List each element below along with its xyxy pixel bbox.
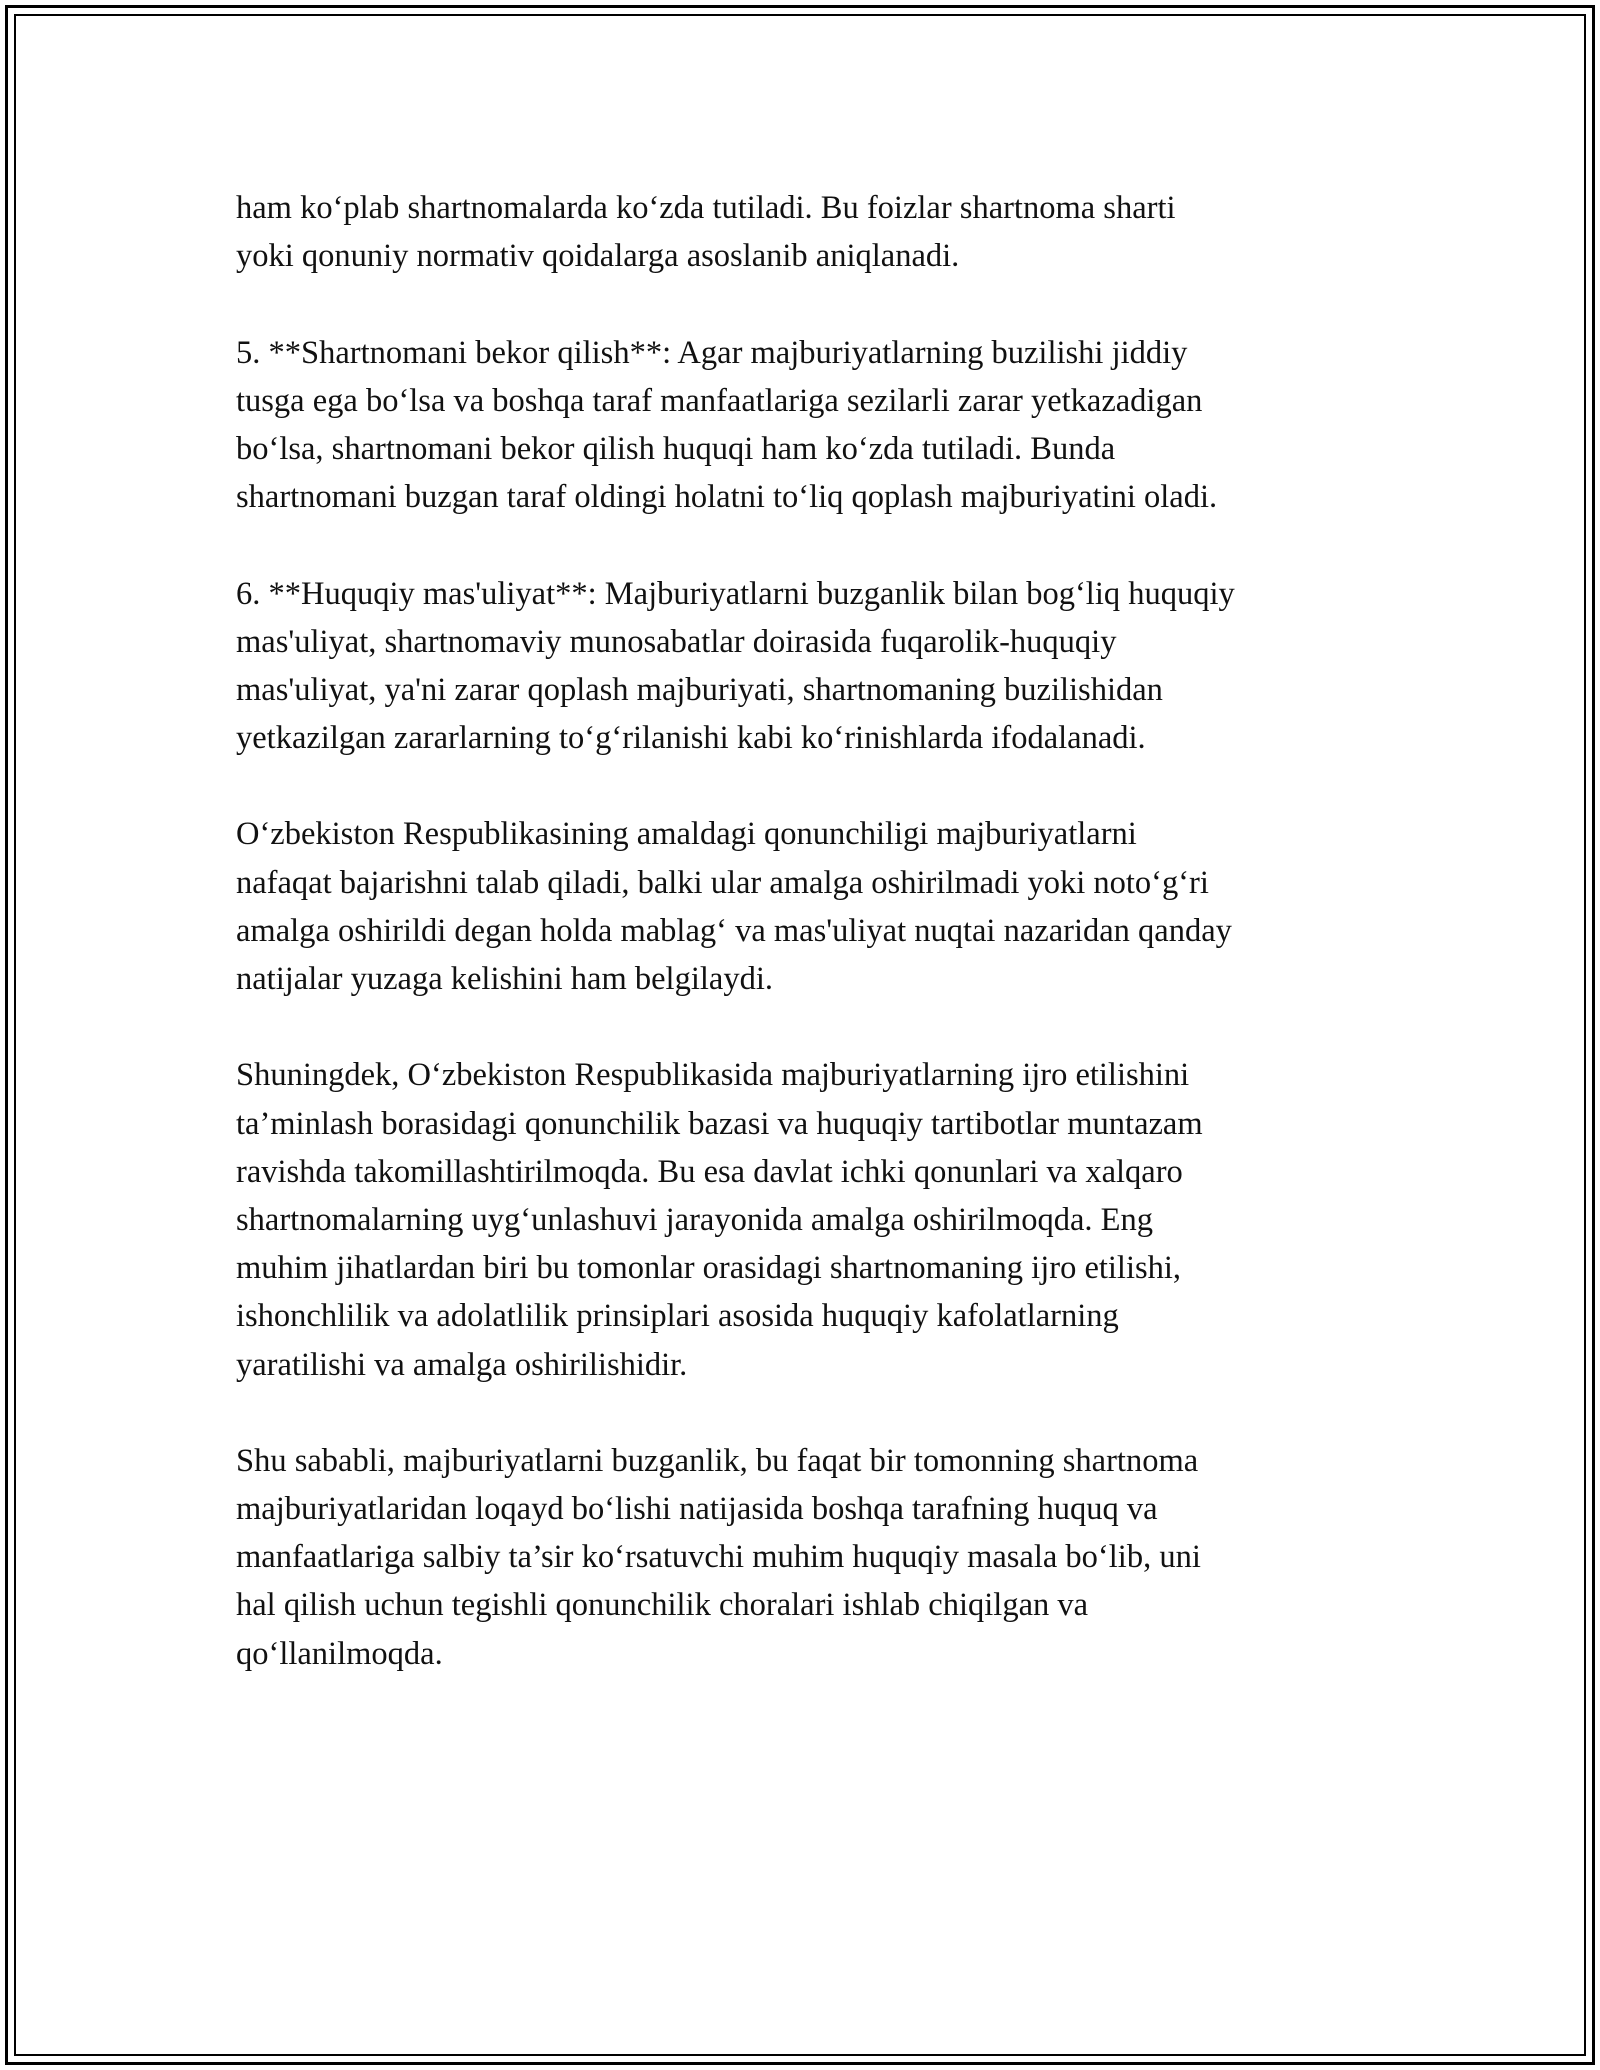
paragraph-spacer (236, 762, 1416, 810)
text-line: Shu sababli, majburiyatlarni buzganlik, bu faqat bir tomonning shartnoma (236, 1442, 1199, 1479)
paragraph-interest-continued (236, 184, 1416, 280)
paragraph-spacer (236, 280, 1416, 328)
text-line: muhim jihatlardan biri bu tomonlar orasidagi shartnomaning ijro etilishi, (236, 1250, 1182, 1287)
paragraph-item-6-liability (236, 570, 1416, 763)
text-line: yaratilishi va amalga oshirilishidir. (236, 1346, 688, 1383)
paragraph-spacer (236, 1003, 1416, 1051)
text-line: mas'uliyat, ya'ni zarar qoplash majburiyati, shartnomaning buzilishidan (236, 671, 1163, 708)
text-line: 6. **Huquqiy mas'uliyat**: Majburiyatlarni buzganlik bilan bog‘liq huquqiy (236, 575, 1235, 612)
text-line: mas'uliyat, shartnomaviy munosabatlar doirasida fuqarolik-huquqiy (236, 623, 1117, 660)
text-line: shartnomalarning uyg‘unlashuvi jarayonida amalga oshirilmoqda. Eng (236, 1201, 1153, 1238)
text-line: ham ko‘plab shartnomalarda ko‘zda tutiladi. Bu foizlar shartnoma sharti (236, 190, 1176, 226)
text-line: hal qilish uchun tegishli qonunchilik choralari ishlab chiqilgan va (236, 1587, 1089, 1624)
paragraph-spacer (236, 1389, 1416, 1437)
text-line: nafaqat bajarishni talab qiladi, balki ular amalga oshirilmadi yoki noto‘g‘ri (236, 864, 1209, 901)
document-body (236, 184, 1416, 1678)
text-line: O‘zbekiston Respublikasining amaldagi qonunchiligi majburiyatlarni (236, 816, 1137, 853)
text-line: Shuningdek, O‘zbekiston Respublikasida majburiyatlarning ijro etilishini (236, 1057, 1190, 1094)
text-line: ishonchlilik va adolatlilik prinsiplari asosida huquqiy kafolatlarning (236, 1298, 1119, 1335)
text-line: yetkazilgan zararlarning to‘g‘rilanishi kabi ko‘rinishlarda ifodalanadi. (236, 720, 1146, 757)
text-line: majburiyatlaridan loqayd bo‘lishi natijasida boshqa tarafning huquq va (236, 1491, 1158, 1528)
text-line: natijalar yuzaga kelishini ham belgilaydi. (236, 961, 773, 997)
paragraph-improvement (236, 1051, 1416, 1388)
text-line: yoki qonuniy normativ qoidalarga asoslanib aniqlanadi. (236, 238, 960, 275)
text-line: shartnomani buzgan taraf oldingi holatni to‘liq qoplash majburiyatini oladi. (236, 479, 1218, 516)
text-line: ta’minlash borasidagi qonunchilik bazasi va huquqiy tartibotlar muntazam (236, 1105, 1203, 1142)
paragraph-spacer (236, 521, 1416, 569)
paragraph-conclusion (236, 1437, 1416, 1678)
text-line: tusga ega bo‘lsa va boshqa taraf manfaatlariga sezilarli zarar yetkazadigan (236, 382, 1203, 419)
text-line: amalga oshirildi degan holda mablag‘ va mas'uliyat nuqtai nazaridan qanday (236, 912, 1232, 949)
text-line: 5. **Shartnomani bekor qilish**: Agar majburiyatlarning buzilishi jiddiy (236, 334, 1188, 371)
text-line: ravishda takomillashtirilmoqda. Bu esa davlat ichki qonunlari va xalqaro (236, 1153, 1183, 1190)
paragraph-item-5-termination (236, 329, 1416, 522)
text-line: qo‘llanilmoqda. (236, 1635, 443, 1672)
text-line: bo‘lsa, shartnomani bekor qilish huquqi ham ko‘zda tutiladi. Bunda (236, 430, 1116, 467)
paragraph-legislation (236, 810, 1416, 1003)
text-line: manfaatlariga salbiy ta’sir ko‘rsatuvchi muhim huquqiy masala bo‘lib, uni (236, 1539, 1201, 1576)
